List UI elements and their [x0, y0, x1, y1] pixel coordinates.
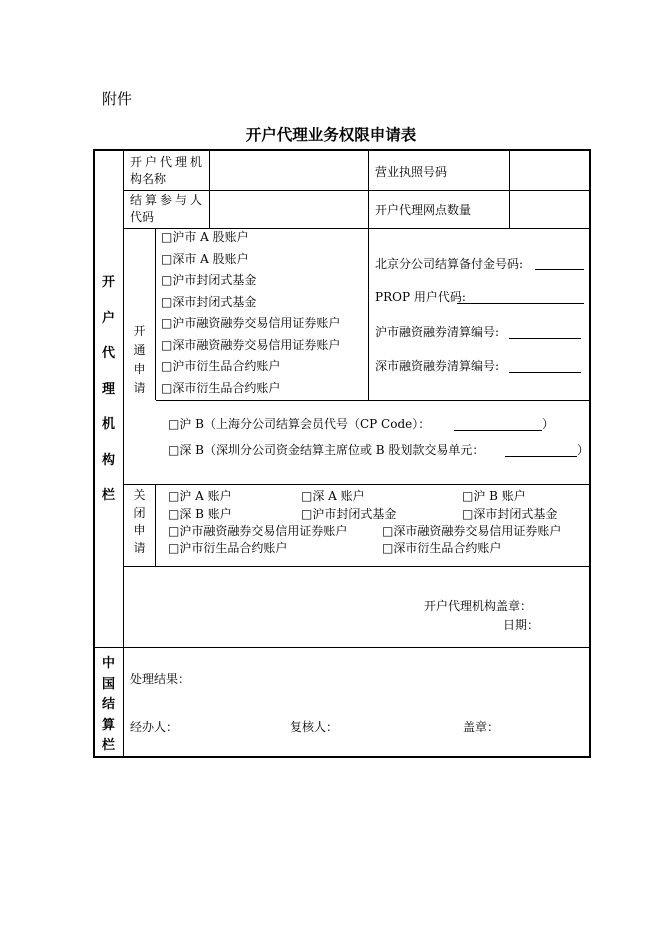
- sz-margin-clearing-field[interactable]: [509, 372, 581, 373]
- close-option-sh-b[interactable]: □沪 B 账户: [462, 489, 526, 503]
- sh-margin-clearing-label: 沪市融资融券清算编号:: [375, 325, 500, 339]
- business-license-field[interactable]: [510, 151, 588, 189]
- open-option-sz-derivative[interactable]: □深市衍生品合约账户: [161, 380, 281, 395]
- close-option-sz-a[interactable]: □深 A 账户: [301, 489, 365, 503]
- close-option-sz-b[interactable]: □深 B 账户: [168, 507, 232, 521]
- sh-b-close: ）: [542, 417, 555, 431]
- sh-b-cp-code-field[interactable]: [454, 430, 542, 431]
- sh-margin-clearing-field[interactable]: [509, 338, 581, 339]
- close-option-sz-closed-fund[interactable]: □深市封闭式基金: [462, 507, 558, 521]
- sz-b-option[interactable]: □深 B（深圳分公司资金结算主席位或 B 股划款交易单元：: [168, 443, 485, 457]
- form-title: 开户代理业务权限申请表: [245, 126, 417, 144]
- handler-label: 经办人：: [130, 720, 179, 734]
- close-option-sh-closed-fund[interactable]: □沪市封闭式基金: [301, 507, 397, 521]
- sz-margin-clearing-label: 深市融资融券清算编号:: [375, 359, 500, 373]
- stamp-label: 盖章：: [463, 720, 500, 734]
- beijing-reserve-label: 北京分公司结算备付金号码:: [375, 257, 524, 271]
- clearing-participant-label: 结算参与人 代码: [130, 193, 206, 224]
- open-option-sh-margin[interactable]: □沪市融资融券交易信用证券账户: [161, 316, 341, 330]
- branch-count-label: 开户代理网点数量: [375, 203, 472, 217]
- close-option-sh-derivative[interactable]: □沪市衍生品合约账户: [168, 541, 288, 555]
- close-option-sz-derivative[interactable]: □深市衍生品合约账户: [382, 541, 502, 555]
- open-option-sz-margin[interactable]: □深市融资融券交易信用证券账户: [161, 337, 341, 352]
- clearing-participant-field[interactable]: [210, 191, 367, 227]
- prop-field[interactable]: [457, 303, 584, 304]
- agency-name-label: 开户代理机 构名称: [130, 155, 206, 186]
- branch-count-field[interactable]: [510, 191, 588, 227]
- business-license-label: 营业执照号码: [375, 165, 448, 179]
- open-option-sh-closed-fund[interactable]: □沪市封闭式基金: [161, 273, 257, 287]
- prop-label: PROP 用户代码:: [375, 290, 466, 304]
- date-label: 日期：: [503, 618, 540, 632]
- processing-result-label: 处理结果：: [130, 672, 191, 686]
- beijing-reserve-field[interactable]: [535, 269, 584, 270]
- close-section-label: 关 闭 申 请: [133, 488, 146, 555]
- close-option-sh-a[interactable]: □沪 A 账户: [168, 489, 232, 503]
- open-option-sh-a[interactable]: □沪市 A 股账户: [161, 230, 249, 244]
- open-option-sz-a[interactable]: □深市 A 股账户: [161, 251, 249, 266]
- sz-b-seat-field[interactable]: [505, 456, 577, 457]
- open-option-sh-derivative[interactable]: □沪市衍生品合约账户: [161, 359, 281, 373]
- attachment-label: 附件: [102, 90, 133, 108]
- agency-name-field[interactable]: [210, 151, 367, 189]
- agency-seal-label: 开户代理机构盖章：: [424, 599, 533, 613]
- close-option-sz-margin[interactable]: □深市融资融券交易信用证券账户: [382, 524, 562, 538]
- open-option-sz-closed-fund[interactable]: □深市封闭式基金: [161, 294, 257, 309]
- close-option-sh-margin[interactable]: □沪市融资融券交易信用证券账户: [168, 524, 348, 538]
- sh-b-option[interactable]: □沪 B（上海分公司结算会员代号（CP Code）：: [168, 417, 431, 431]
- sz-b-close: ）: [577, 443, 590, 457]
- reviewer-label: 复核人：: [290, 720, 339, 734]
- open-section-label: 开 通 申 请: [133, 324, 146, 395]
- side-label-agency: 开 户 代 理 机 构 栏: [101, 275, 115, 503]
- side-label-csdc: 中 国 结 算 栏: [101, 656, 115, 753]
